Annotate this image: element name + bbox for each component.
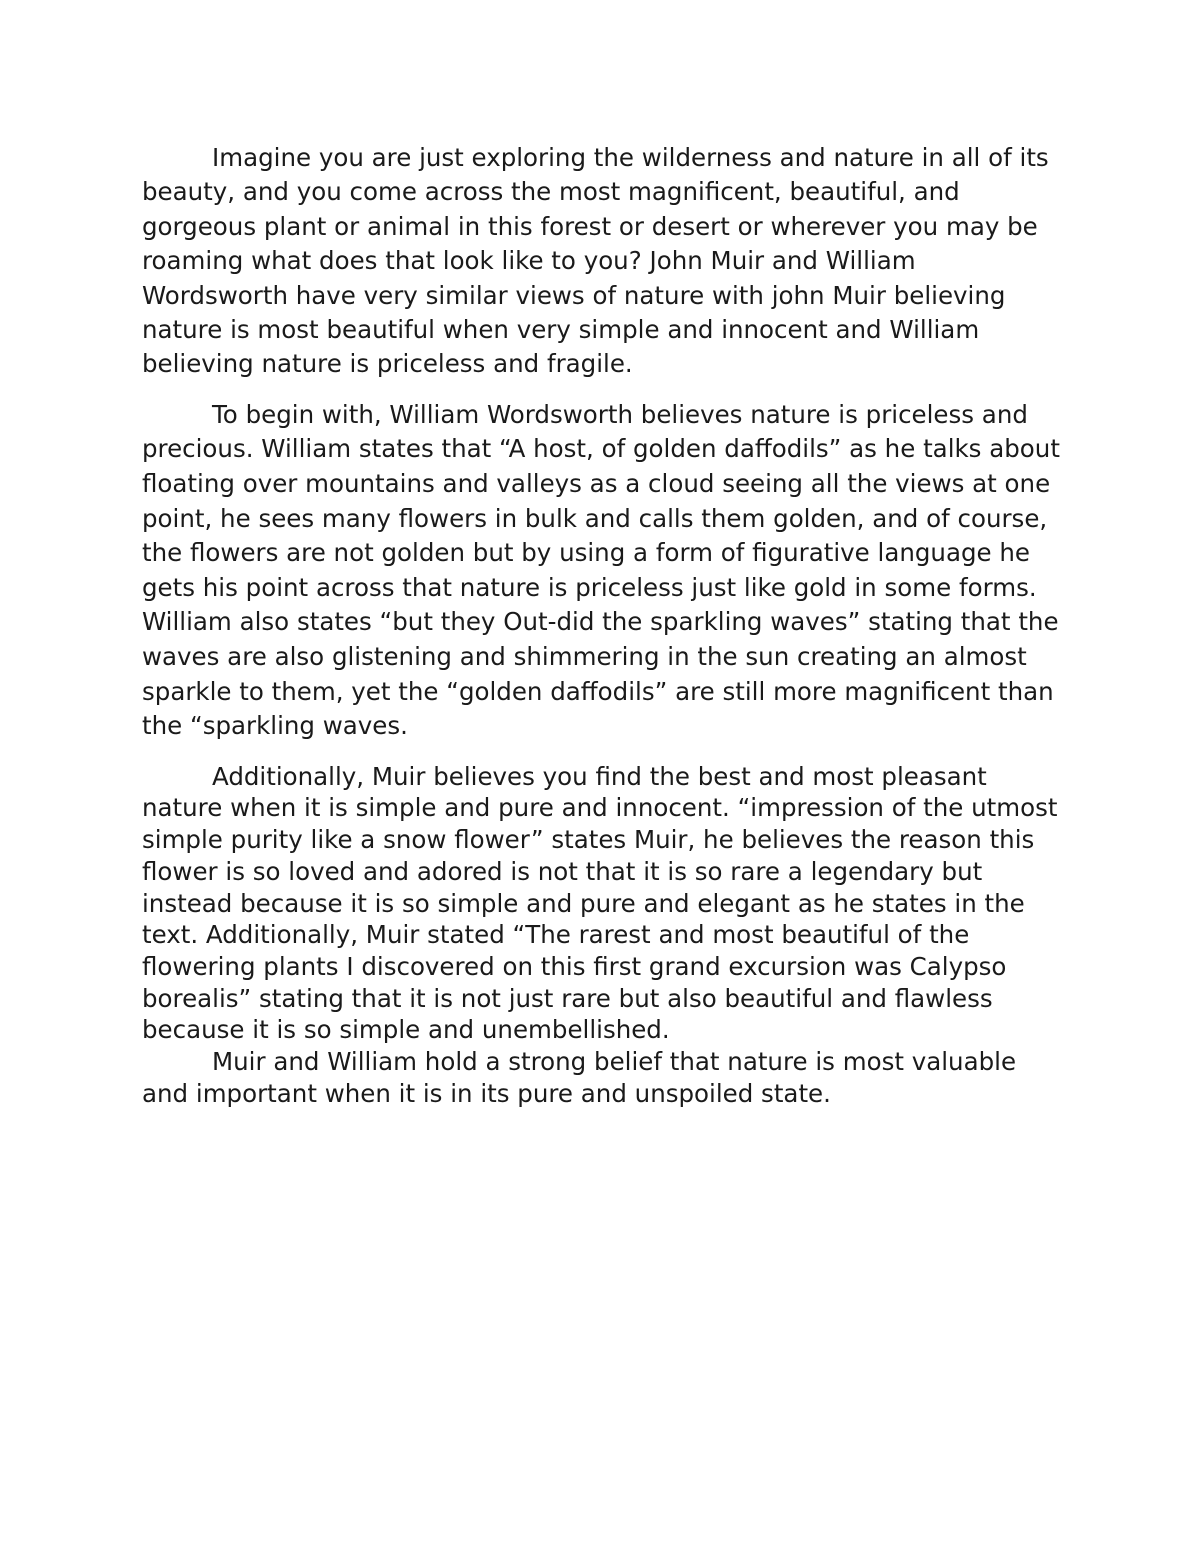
paragraph-muir: Additionally, Muir believes you find the best and most pleasant nature when it is simple and pure and innocent. “impression of the utmost simple purity like a snow flower” states Muir, he believes the reason this flower is so loved and adored is not that it is so rare a legendary but instead because it is so simple and pure and elegant as he states in the text. Additionally, Muir stated “The rarest and most beautiful of the flowering plants I discovered on this first grand excursion was Calypso borealis” stating that it is not just rare but also beautiful and flawless because it is so simple and unembellished. bbox=[142, 761, 1058, 1045]
paragraph-conclusion: Muir and William hold a strong belief that nature is most valuable and important when it is in its pure and unspoiled state. bbox=[142, 1047, 1017, 1109]
paragraph-wordsworth: To begin with, William Wordsworth believes nature is priceless and precious. William states that “A host, of golden daffodils” as he talks about floating over mountains and valleys as a cloud seeing all the views at one point, he sees many flowers in bulk and calls them golden, and of course, the flowers are not golden but by using a form of figurative language he gets his point across that nature is priceless just like gold in some forms. William also states “but they Out-did the sparkling waves” stating that the waves are also glistening and shimmering in the sun creating an almost sparkle to them, yet the “golden daffodils” are still more magnificent than the “sparkling waves. bbox=[142, 399, 1060, 741]
paragraph-introduction: Imagine you are just exploring the wilderness and nature in all of its beauty, and you come across the most magnificent, beautiful, and gorgeous plant or animal in this forest or desert or wherever you may be roaming what does that look like to you? John Muir and William Wordsworth have very similar views of nature with john Muir believing nature is most beautiful when very simple and innocent and William believing nature is priceless and fragile. bbox=[142, 143, 1049, 379]
document-body bbox=[142, 141, 1062, 1110]
